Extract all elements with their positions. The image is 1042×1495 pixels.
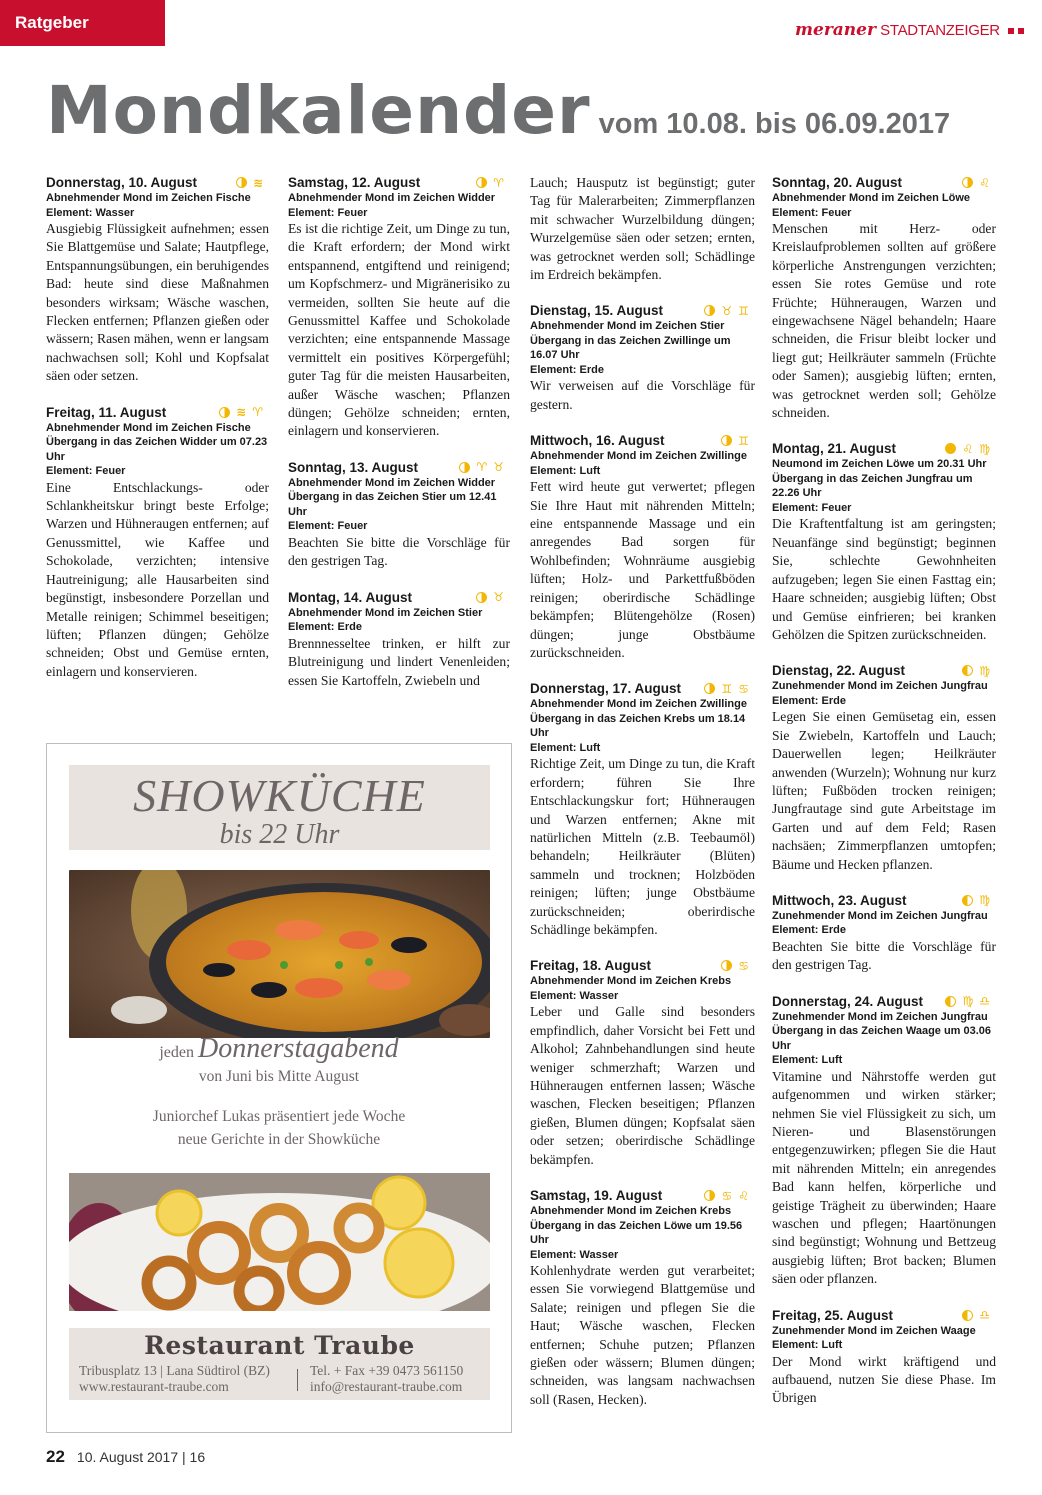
calendar-entry (772, 993, 996, 1289)
moon-new-icon (945, 443, 956, 454)
entry-date: Montag, 21. August (772, 441, 896, 457)
entry-text: Fett wird heute gut verwertet; pflegen Sie Ihre Haut mit nährenden Mitteln; eine entspannende Massage und ein anregendes Bad sorgen für Wohlbefinden; Wohnräume ausgiebig lüften; Holz- und Parkettfußböden reinigen; oberirdische Schädlinge bekämpfen; Blütengehölze (Rosen) düngen; junge Obstbäume zurückschneiden. (530, 479, 755, 660)
entry-date-heading (772, 662, 996, 679)
entry-date: Freitag, 18. August (530, 958, 652, 974)
entry-text: Leber und Galle sind besonders empfindlich, daher Vorsicht bei Fett und Alkohol; Zahnbehandlungen sind heute weniger schmerzhaft; Warzen und Hühneraugen entfernen lassen; Wäsche waschen, Flecken beseitigen; Pflanzen gießen, Blumen düngen; Kopfsalat säen oder setzen; oberirdische Schädlinge bekämpfen. (530, 1004, 755, 1167)
moon-waning-icon (962, 177, 973, 188)
moon-waning-icon (704, 1190, 715, 1201)
phone: Tel. + Fax +39 0473 561150 (310, 1363, 464, 1378)
entry-moon-info: Element: Wasser (46, 206, 135, 219)
crab-icon: ♋ (721, 1188, 733, 1203)
entry-moon-info: Element: Feuer (288, 206, 368, 219)
entry-date: Sonntag, 13. August (288, 459, 419, 475)
entry-date: Mittwoch, 16. August (530, 433, 665, 449)
virgin-icon: ♍ (979, 441, 990, 456)
entry-moon-info: Abnehmender Mond im Zeichen Stier (530, 320, 725, 333)
calendar-entry (530, 957, 755, 1169)
moon-waning-icon (721, 435, 732, 446)
calendar-entry (288, 174, 510, 441)
entry-icons (476, 177, 510, 189)
entry-moon-info: Übergang in das Zeichen Zwillinge um 16.07 Uhr (530, 334, 731, 362)
ad-contact-box (69, 1328, 490, 1400)
calendar-entry (46, 174, 269, 386)
entry-date: Samstag, 12. August (288, 175, 421, 190)
entry-moon-info: Abnehmender Mond im Zeichen Fische (46, 421, 251, 434)
entry-moon-info: Element: Wasser (530, 989, 619, 1002)
entry-date: Samstag, 19. August (530, 1188, 663, 1204)
entry-text: Legen Sie einen Gemüsetag ein, essen Sie Zwiebeln, Kartoffeln und Lauch; Dauerwellen legen; Heilkräuter anwenden (Wurzeln); Wohnung nur kurz lüften; Fußböden trocken reinigen; Jungfrautage sind gute Arbeitstage im Garten und auf dem Feld; Rasen nachsäen; Zimmerpflanzen umtopfen; Bäume und Hecken pflanzen. (772, 709, 996, 872)
restaurant-name: Restaurant Traube (144, 1331, 415, 1360)
paella-photo (69, 870, 490, 1038)
calendar-entry (288, 589, 510, 690)
entry-moon-info: Element: Luft (530, 741, 601, 754)
entry-icons (459, 461, 510, 473)
section-tag (0, 0, 165, 46)
entry-moon-info: Übergang in das Zeichen Krebs um 18.14 Uhr (530, 712, 746, 740)
ram-icon: ♈ (252, 405, 263, 420)
entry-icons (962, 177, 996, 189)
entry-moon-info: Element: Erde (772, 694, 846, 707)
entry-moon-info: Zunehmender Mond im Zeichen Jungfrau (772, 680, 988, 693)
twins-icon: ♊ (721, 681, 733, 696)
ad-line-a: jeden (159, 1044, 194, 1061)
column-1 (46, 174, 269, 699)
column-2 (288, 174, 510, 708)
crab-icon: ♋ (738, 958, 749, 973)
brand-square-icon (1008, 28, 1014, 34)
bull-icon: ♉ (493, 460, 504, 475)
calamari-photo (69, 1173, 490, 1311)
address-block (79, 1363, 297, 1395)
entry-date-heading (288, 459, 510, 476)
entry-moon-info: Element: Erde (772, 924, 846, 937)
entry-date-heading (530, 680, 755, 697)
entry-date-heading (530, 1187, 755, 1204)
entry-text: Beachten Sie bitte die Vorschläge für den gestrigen Tag. (772, 938, 996, 973)
twins-icon: ♊ (738, 433, 749, 448)
publication-brand (795, 20, 1024, 40)
website-link[interactable]: www.restaurant-traube.com (79, 1379, 229, 1394)
entry-date-heading (288, 589, 510, 606)
entry-icons (704, 305, 755, 317)
entry-text: Lauch; Hausputz ist begünstigt; guter Tag für Malerarbeiten; Zimmerpflanzen mit schwacher Wurzelbildung düngen; Wurzelgemüse säen oder setzen; ernten, was getrocknet werden soll; Schädlinge im Erdreich bekämpfen. (530, 175, 755, 283)
calendar-entry (530, 680, 755, 939)
entry-date-heading (46, 404, 269, 421)
calendar-entry (288, 459, 510, 571)
entry-moon-info: Element: Feuer (772, 206, 852, 219)
entry-date: Donnerstag, 10. August (46, 175, 198, 190)
entry-date: Dienstag, 15. August (530, 303, 664, 319)
bull-icon: ♉ (721, 303, 733, 318)
entry-icons (962, 665, 996, 677)
entry-date-heading (772, 440, 996, 457)
virgin-icon: ♍ (962, 994, 974, 1009)
calendar-entry (772, 892, 996, 975)
page-number: 22 (46, 1447, 65, 1466)
virgin-icon: ♍ (979, 663, 990, 678)
brand-name-a: meraner (795, 20, 876, 40)
calendar-entry (772, 1307, 996, 1408)
calendar-entry (772, 174, 996, 422)
entry-moon-info: Element: Erde (530, 363, 604, 376)
moon-waxing-icon (962, 895, 973, 906)
entry-moon-info: Zunehmender Mond im Zeichen Jungfrau (772, 909, 988, 922)
entry-moon-info: Element: Feuer (772, 501, 852, 514)
scales-icon: ♎ (979, 1308, 990, 1323)
entry-moon-info: Neumond im Zeichen Löwe um 20.31 Uhr (772, 458, 987, 471)
calendar-entry (530, 302, 755, 414)
entry-text: Kohlenhydrate werden gut verarbeitet; essen Sie vorwiegend Blattgemüse und Salate; reinigen und pflegen Sie die Haut; Wäsche waschen, Flecken entfernen; Schuhe putzen; Pflanzen gießen oder wässern; Blumen düngen; schneiden, was langsam nachwachsen soll (Rasen, Hecken). (530, 1263, 755, 1407)
twins-icon: ♊ (738, 303, 749, 318)
moon-waxing-icon (945, 996, 956, 1007)
virgin-icon: ♍ (979, 893, 990, 908)
ad-headline: SHOWKÜCHE (133, 770, 426, 821)
entry-moon-info: Element: Luft (772, 1054, 843, 1067)
entry-date-heading (772, 1307, 996, 1324)
entry-date-heading (530, 432, 755, 449)
lion-icon: ♌ (979, 175, 990, 190)
contact-divider (297, 1369, 298, 1391)
entry-moon-info: Abnehmender Mond im Zeichen Widder (288, 192, 496, 204)
entry-moon-info: Abnehmender Mond im Zeichen Stier (288, 606, 483, 619)
ad-promo-line (47, 1033, 511, 1065)
ad-headline-sub: bis 22 Uhr (219, 819, 340, 850)
calendar-entry (46, 404, 269, 681)
entry-text: Die Kraftentfaltung ist am geringsten; Neuanfänge sind begünstigt; beginnen Sie, schlechte Gewohnheiten aufzugeben; legen Sie einen Fasttag ein; Haare schneiden; ausgiebig lüften; Obst und Gemüse einfrieren; bei kranken Gehölzen die Spitzen zurückschneiden. (772, 516, 996, 642)
entry-date-heading (772, 993, 996, 1010)
entry-icons (704, 1190, 755, 1202)
entry-moon-info: Abnehmender Mond im Zeichen Krebs (530, 1205, 732, 1218)
calendar-entry (530, 1187, 755, 1409)
entry-moon-info: Abnehmender Mond im Zeichen Löwe (772, 192, 971, 204)
contact-row (69, 1360, 490, 1395)
entry-date: Donnerstag, 17. August (530, 681, 682, 697)
entry-text: Richtige Zeit, um Dinge zu tun, die Kraft erfordern; führen Sie Ihre Entschlackungskur fort; Hühneraugen und Warzen entfernen; Akne mit natürlichen Mitteln (z.B. Teebaumöl) behandeln; Heilkräuter (Blüten) sammeln und trocknen; Holzböden reinigen; lüften; junge Obstbäume zurückschneiden; oberirdische Schädlinge bekämpfen. (530, 756, 755, 937)
calendar-entry (530, 432, 755, 662)
entry-date-heading (46, 174, 269, 191)
entry-moon-info: Übergang in das Zeichen Jungfrau um 22.26 Uhr (772, 472, 973, 500)
entry-moon-info: Element: Luft (772, 1339, 843, 1352)
entry-date: Donnerstag, 24. August (772, 993, 924, 1009)
issue-info: 10. August 2017 | 16 (76, 1449, 206, 1465)
fish-icon: ≋ (252, 175, 263, 190)
address: Tribusplatz 13 | Lana Südtirol (BZ) (79, 1363, 270, 1378)
entry-moon-info: Abnehmender Mond im Zeichen Fische (46, 192, 251, 204)
phone-block (310, 1363, 463, 1395)
entry-moon-info: Übergang in das Zeichen Stier um 12.41 Uhr (288, 491, 497, 518)
moon-waning-icon (721, 960, 732, 971)
entry-text: Menschen mit Herz- oder Kreislaufproblemen sollten auf größere körperliche Anstrengungen verzichten; essen Sie rotes Gemüse und rote Früchte; Hühneraugen, Warzen und eingewachsene Nägel behandeln; Haare schneiden, die Frisur bleibt locker und liegt gut; Heilkräuter sammeln (Früchte oder Samen); ausgiebig lüften; ernten, was getrocknet werden soll; Gehölze schneiden. (772, 221, 996, 421)
entry-moon-info: Element: Feuer (46, 465, 126, 478)
entry-date-heading (530, 302, 755, 319)
entry-icons (236, 177, 269, 189)
ad-headline-box (69, 765, 490, 850)
entry-date-heading (772, 174, 996, 191)
entry-moon-info: Abnehmender Mond im Zeichen Krebs (530, 975, 732, 988)
page-title (46, 72, 950, 149)
entry-text: Ausgiebig Flüssigkeit aufnehmen; essen Sie Blattgemüse und Salate; Hautpflege, Entspannungsübungen, ein beruhigendes Bad: heute sind diese Maßnahmen besonders wirksam; Wäsche waschen, Flecken entfernen; Pflanzen gießen oder wässern; Rasen mähen, wenn er langsam nachwachsen soll; Kohl und Kopfsalat säen oder setzen. (46, 221, 269, 384)
fish-icon: ≋ (236, 405, 247, 420)
page-footer (46, 1447, 205, 1467)
entry-moon-info: Abnehmender Mond im Zeichen Zwillinge (530, 450, 747, 463)
entry-icons (219, 406, 269, 418)
moon-waning-icon (236, 177, 247, 188)
ram-icon: ♈ (476, 460, 488, 475)
moon-waning-icon (704, 305, 715, 316)
column-3 (530, 174, 755, 1427)
moon-waning-icon (459, 462, 470, 473)
calendar-entry (772, 662, 996, 874)
entry-moon-info: Abnehmender Mond im Zeichen Zwillinge (530, 698, 747, 711)
entry-moon-info: Element: Feuer (288, 520, 368, 533)
entry-moon-info: Zunehmender Mond im Zeichen Waage (772, 1324, 976, 1337)
entry-date: Montag, 14. August (288, 589, 412, 605)
moon-waning-icon (704, 683, 715, 694)
entry-date: Freitag, 25. August (772, 1307, 894, 1323)
entry-moon-info: Element: Luft (530, 464, 601, 477)
entry-icons (476, 591, 510, 603)
entry-text: Brennnesseltee trinken, er hilft zur Blutreinigung und lindert Venenleiden; essen Sie Kartoffeln, Zwiebeln und (288, 635, 510, 688)
entry-moon-info: Abnehmender Mond im Zeichen Widder (288, 476, 496, 489)
moon-waning-icon (219, 407, 230, 418)
entry-moon-info: Element: Erde (288, 621, 362, 634)
ram-icon: ♈ (493, 175, 504, 190)
email-link[interactable]: info@restaurant-traube.com (310, 1379, 463, 1394)
entry-text: Wir verweisen auf die Vorschläge für gestern. (530, 378, 755, 412)
calendar-entry (772, 440, 996, 644)
brand-name-b: STADTANZEIGER (880, 22, 1000, 39)
entry-date-heading (288, 174, 510, 191)
entry-date-heading (772, 892, 996, 909)
moon-waning-icon (476, 177, 487, 188)
lion-icon: ♌ (962, 441, 974, 456)
entry-date: Dienstag, 22. August (772, 663, 906, 679)
entry-text: Beachten Sie bitte die Vorschläge für den gestrigen Tag. (288, 534, 510, 569)
bull-icon: ♉ (493, 590, 504, 605)
scales-icon: ♎ (979, 994, 990, 1009)
moon-waning-icon (476, 592, 487, 603)
entry-icons (962, 1309, 996, 1321)
entry-moon-info: Übergang in das Zeichen Löwe um 19.56 Uhr (530, 1219, 743, 1247)
entry-text: Es ist die richtige Zeit, um Dinge zu tun, die Kraft erfordern; der Mond wirkt entspannend, entgiftend und reinigend; um Kopfschmerz- und Migränerisiko zu vermeiden, sollten Sie heute auf die Genussmittel Kaffee und Schokolade verzichten; eine entspannende Massage vermittelt ein positives Körpergefühl; guter Tag für die meisten Hausarbeiten, außer Wäsche waschen; Pflanzen düngen; Gehölze schneiden; ernten, einlagern und konservieren. (288, 221, 510, 439)
entry-icons (704, 683, 755, 695)
moon-waxing-icon (962, 665, 973, 676)
title-main: Mondkalender (46, 72, 591, 149)
entry-moon-info: Übergang in das Zeichen Widder um 07.23 Uhr (46, 436, 268, 463)
crab-icon: ♋ (738, 681, 749, 696)
entry-moon-info: Übergang in das Zeichen Waage um 03.06 Uhr (772, 1025, 992, 1052)
entry-moon-info: Zunehmender Mond im Zeichen Jungfrau (772, 1010, 988, 1023)
moon-waxing-icon (962, 1310, 973, 1321)
lion-icon: ♌ (738, 1188, 749, 1203)
brand-square-icon (1018, 28, 1024, 34)
ad-line-c: von Juni bis Mitte August (198, 1068, 360, 1085)
section-label: Ratgeber (15, 13, 89, 32)
entry-icons (945, 443, 996, 455)
title-date-range: vom 10.08. bis 06.09.2017 (598, 108, 951, 140)
entry-text: Eine Entschlackungs- oder Schlankheitskur bringt beste Erfolge; Warzen und Hühneraugen entfernen; auf Genussmittel, wie Kaffee und Schokolade, verzichten; intensive Hautreinigung; alle Hausarbeiten sind begünstigt, insbesondere Porzellan und Metalle reinigen; Schimmel beseitigen; lüften; Pflanzen düngen; Gehölze schneiden; Obst und Gemüse ernten, einlagern und konservieren. (46, 479, 269, 679)
entry-icons (721, 435, 755, 447)
ad-line-b: Donnerstagabend (198, 1033, 399, 1064)
entry-date: Sonntag, 20. August (772, 175, 903, 190)
entry-icons (721, 960, 755, 972)
entry-text: Vitamine und Nährstoffe werden gut aufgenommen und wirken stärker; nehmen Sie viel Flüssigkeit zu sich, um Nieren- und Blasenstörungen entgegenzuwirken; pflegen Sie die Haut mit nährenden Mitteln; ein anregendes Bad kann helfen, körperliche und geistige Trägheit zu überwinden; Haare waschen und pflegen; Haartönungen sind begünstigt; Wohnung und Bettzeug ausgiebig lüften; Brot backen; Blumen säen oder pflanzen. (772, 1068, 996, 1287)
restaurant-ad (46, 743, 512, 1433)
entry-text: Der Mond wirkt kräftigend und aufbauend, nutzen Sie diese Phase. Im Übrigen (772, 1353, 996, 1406)
entry-moon-info: Element: Wasser (530, 1248, 619, 1261)
entry-icons (945, 995, 996, 1007)
entry-icons (962, 894, 996, 906)
calendar-entry-continued (530, 174, 755, 284)
ad-line-e: neue Gerichte in der Showküche (177, 1131, 381, 1148)
ad-line-d: Juniorchef Lukas präsentiert jede Woche (152, 1108, 406, 1125)
entry-date-heading (530, 957, 755, 974)
entry-date: Mittwoch, 23. August (772, 892, 907, 908)
entry-date: Freitag, 11. August (46, 404, 167, 420)
column-4 (772, 174, 996, 1426)
